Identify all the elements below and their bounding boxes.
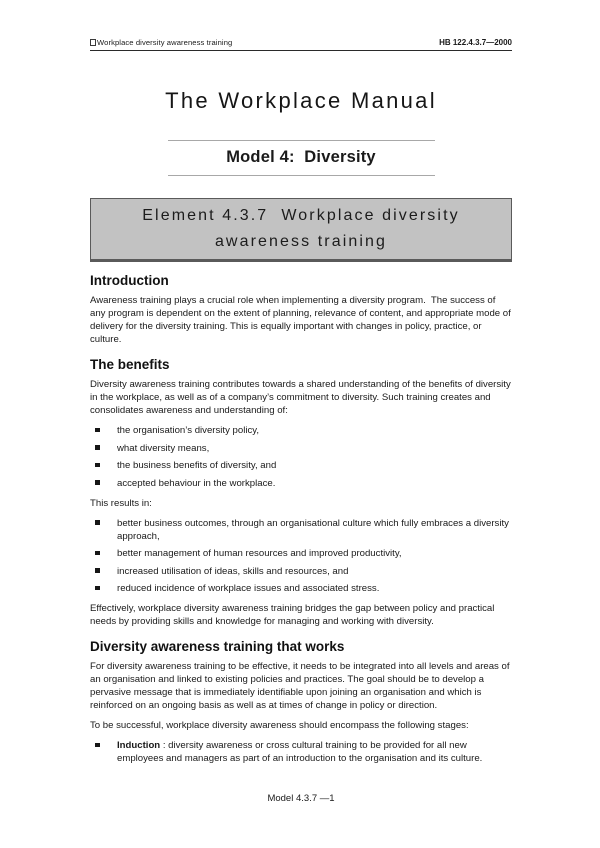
paragraph: Effectively, workplace diversity awareness training bridges the gap between policy and practical needs by providing skills and knowledge for managing and working with diversity. xyxy=(90,603,498,627)
bullet-square-icon xyxy=(95,586,100,591)
section-heading: Diversity awareness training that works xyxy=(90,639,345,654)
list-item: increased utilisation of ideas, skills and resources, and xyxy=(90,565,512,578)
list-item: the organisation’s diversity policy, xyxy=(90,424,512,437)
bullet-square-icon xyxy=(95,551,100,556)
element-banner: Element 4.3.7 Workplace diversity awareness training xyxy=(90,198,512,262)
section-heading: The benefits xyxy=(90,357,170,372)
bullet-list xyxy=(90,424,512,490)
bullet-square-icon xyxy=(95,428,100,433)
missing-glyph-box-icon xyxy=(90,39,96,47)
page-header xyxy=(90,38,512,51)
document-body xyxy=(90,273,512,765)
list-item: accepted behaviour in the workplace. xyxy=(90,477,512,490)
bullet-list xyxy=(90,517,512,596)
model-heading-box xyxy=(168,140,435,176)
bullet-square-icon xyxy=(95,445,100,450)
header-running-title xyxy=(90,38,232,47)
bullet-square-icon xyxy=(95,520,100,525)
paragraph: Diversity awareness training contributes towards a shared understanding of the benefits of diversity in the workplace, as well as of a company’s commitment to diversity. Such training creates and consolidates awareness and understanding of: xyxy=(90,379,514,416)
section-heading: Introduction xyxy=(90,273,169,288)
list-item: the business benefits of diversity, and xyxy=(90,459,512,472)
header-doc-code: HB 122.4.3.7—2000 xyxy=(439,38,512,47)
bullet-square-icon xyxy=(95,463,100,468)
page-footer: Model 4.3.7 —1 xyxy=(267,793,335,804)
header-left-text: Workplace diversity awareness training xyxy=(97,38,233,47)
paragraph: For diversity awareness training to be effective, it needs to be integrated into all levels and areas of an organisation and linked to existing policies and practices. The goal should be to develop a pervasive message that is immediately identifiable upon joining an organisation and which is reinforced on an ongoing basis as well as at times of change in policy or direction. xyxy=(90,661,513,711)
paragraph: Awareness training plays a crucial role when implementing a diversity program. The success of any program is dependent on the extent of planning, relevance of content, and appropriate mode of delivery for the diversity training. This is equally important with changes in policy, practice, or culture. xyxy=(90,295,514,345)
list-item: better business outcomes, through an organisational culture which fully embraces a diversity approach, xyxy=(90,517,512,543)
bullet-square-icon xyxy=(95,480,100,485)
bullet-square-icon xyxy=(95,568,100,573)
list-item: what diversity means, xyxy=(90,442,512,455)
list-item: Induction : diversity awareness or cross cultural training to be provided for all new employees and managers as part of an introduction to the organisation and its culture. xyxy=(90,739,512,765)
bullet-square-icon xyxy=(95,743,100,748)
manual-title: The Workplace Manual xyxy=(165,88,437,113)
list-item: better management of human resources and improved productivity, xyxy=(90,547,512,560)
list-item: reduced incidence of workplace issues and associated stress. xyxy=(90,582,512,595)
bullet-list xyxy=(90,739,512,765)
paragraph: To be successful, workplace diversity awareness should encompass the following stages: xyxy=(90,720,469,731)
list-item-lead: Induction xyxy=(117,740,161,751)
paragraph: This results in: xyxy=(90,497,152,509)
model-heading: Model 4: Diversity xyxy=(226,148,376,166)
